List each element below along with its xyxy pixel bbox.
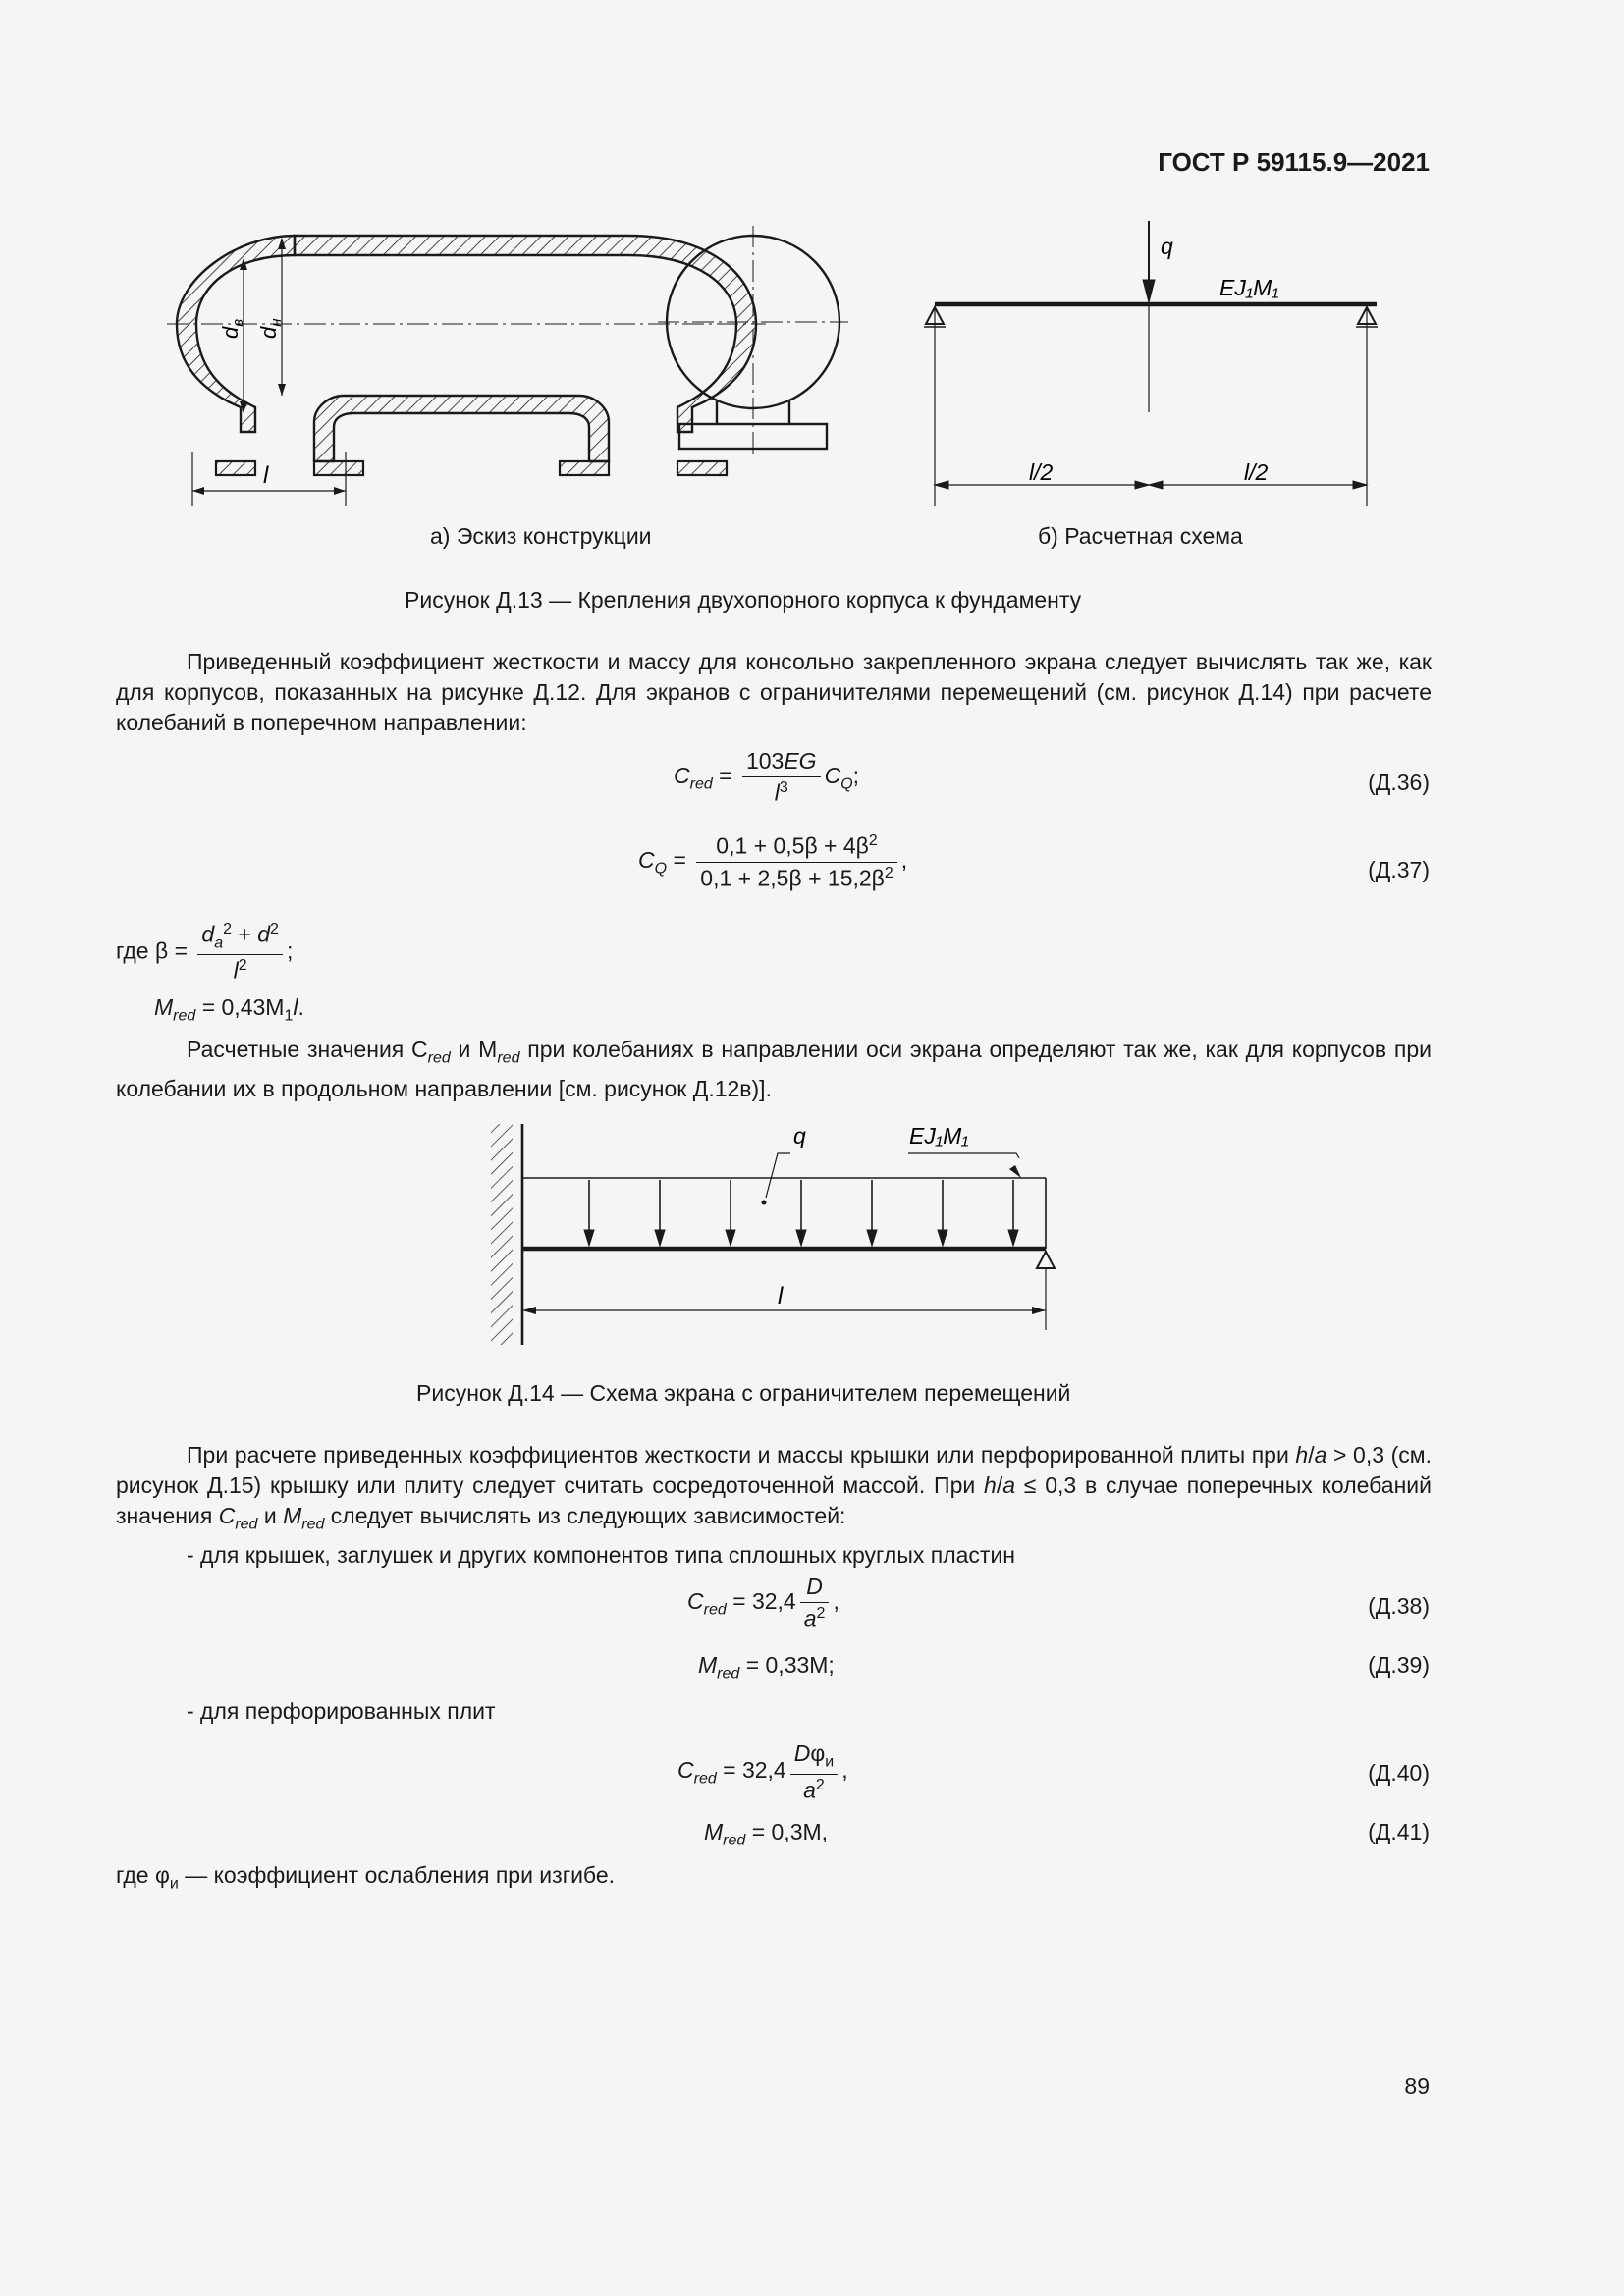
equation-d41-number: (Д.41)	[1368, 1819, 1430, 1844]
distributed-load-arrows	[584, 1180, 1018, 1246]
load-arrow-head	[796, 1230, 806, 1246]
scheme-half-right: l/2	[1244, 459, 1269, 485]
figure-13-drawing	[167, 221, 1394, 515]
load-arrow-head	[867, 1230, 877, 1246]
paragraph-axial: Расчетные значения $C_{red}$ и $M_{red}$ при колебаниях в направлении оси экрана определяют так же, как для корпусов при колебании их в продольном направлении [см. рисунок Д.12в)].	[116, 1037, 1432, 1101]
figure-14-caption: Рисунок Д.14 — Схема экрана с ограничителем перемещений	[416, 1380, 1071, 1406]
sketch-dim-dv: $d_в$	[218, 318, 246, 339]
vessel-sketch	[167, 236, 766, 506]
document-header: ГОСТ Р 59115.9—2021	[1158, 147, 1430, 177]
equation-d37: $C_Q$ = $\frac{0,1 + 0,5\beta + 4\beta^2}{0,1 + 2,5\beta + 15,2\beta^2}$ ,	[638, 832, 908, 891]
equation-d41: $M_{red} = 0,3M$,	[704, 1819, 829, 1849]
figure-14-load: q	[793, 1123, 806, 1148]
scheme-beam: EJ₁M₁	[1219, 275, 1279, 300]
equation-d37-number: (Д.37)	[1368, 857, 1430, 882]
equation-d39: $M_{red} = 0,33M$;	[698, 1652, 835, 1682]
bullet-perforated: - для перфорированных плит	[187, 1698, 496, 1724]
calc-scheme	[924, 221, 1378, 506]
equation-d40-number: (Д.40)	[1368, 1760, 1430, 1786]
equation-d36: $C_{red}$ = $\frac{103EG}{l^3}$ $C_Q$;	[674, 748, 860, 806]
figure-13-label-b: б) Расчетная схема	[1038, 523, 1243, 549]
figure-13-caption: Рисунок Д.13 — Крепления двухопорного корпуса к фундаменту	[405, 587, 1082, 613]
sketch-dim-l: l	[263, 462, 269, 489]
load-arrow-head	[584, 1230, 594, 1246]
equation-d40: $C_{red} = 32,4$ $\frac{D\varphi_и}{a^2}$ ,	[677, 1740, 848, 1803]
equation-d39-number: (Д.39)	[1368, 1652, 1430, 1678]
equation-d36-number: (Д.36)	[1368, 770, 1430, 795]
paragraph-cover: При расчете приведенных коэффициентов жесткости и массы крышки или перфорированной плиты при h/a > 0,3 (см. рисунок Д.15) крышку или плиту следует считать сосредоточенной массой. При h/a ≤ 0,3 в случае поперечных колебаний значения $C_{red}$ и $M_{red}$ следует вычислять из следующих зависимостей: - для крышек, заглушек и других компонентов типа сплошных круглых пластин	[116, 1442, 1432, 1568]
equation-d38-number: (Д.38)	[1368, 1593, 1430, 1619]
figure-14-beam: EJ₁M₁	[909, 1123, 969, 1148]
paragraph-stiffness: Приведенный коэффициент жесткости и массу для консольно закрепленного экрана следует вычислять так же, как для корпусов, показанных на рисунке Д.12. Для экранов с ограничителями перемещений (см. рисунок Д.14) при расчете колебаний в поперечном направлении:	[116, 649, 1432, 735]
figure-14-drawing	[481, 1114, 1070, 1345]
scheme-half-left: l/2	[1029, 459, 1054, 485]
load-arrow-head	[1008, 1230, 1018, 1246]
figure-14-dim-l: l	[778, 1283, 784, 1309]
mred-definition: $M_{red} = 0,43M_1l$.	[154, 994, 304, 1025]
figure-13-label-a: а) Эскиз конструкции	[430, 523, 652, 549]
load-arrow-head	[655, 1230, 665, 1246]
load-arrow-head	[938, 1230, 947, 1246]
equation-d38: $C_{red} = 32,4$ $\frac{D}{a^2}$ ,	[687, 1574, 839, 1631]
phi-definition: где $\varphi_и$ — коэффициент ослабления при изгибе.	[116, 1862, 616, 1893]
load-arrow-head	[726, 1230, 735, 1246]
beta-definition: где β = $\frac{d_a^2 + d^2}{l^2}$ ;	[116, 921, 294, 984]
page-number: 89	[1404, 2073, 1430, 2099]
sketch-dim-dn: $d_н$	[256, 318, 285, 339]
scheme-load: q	[1161, 234, 1173, 259]
